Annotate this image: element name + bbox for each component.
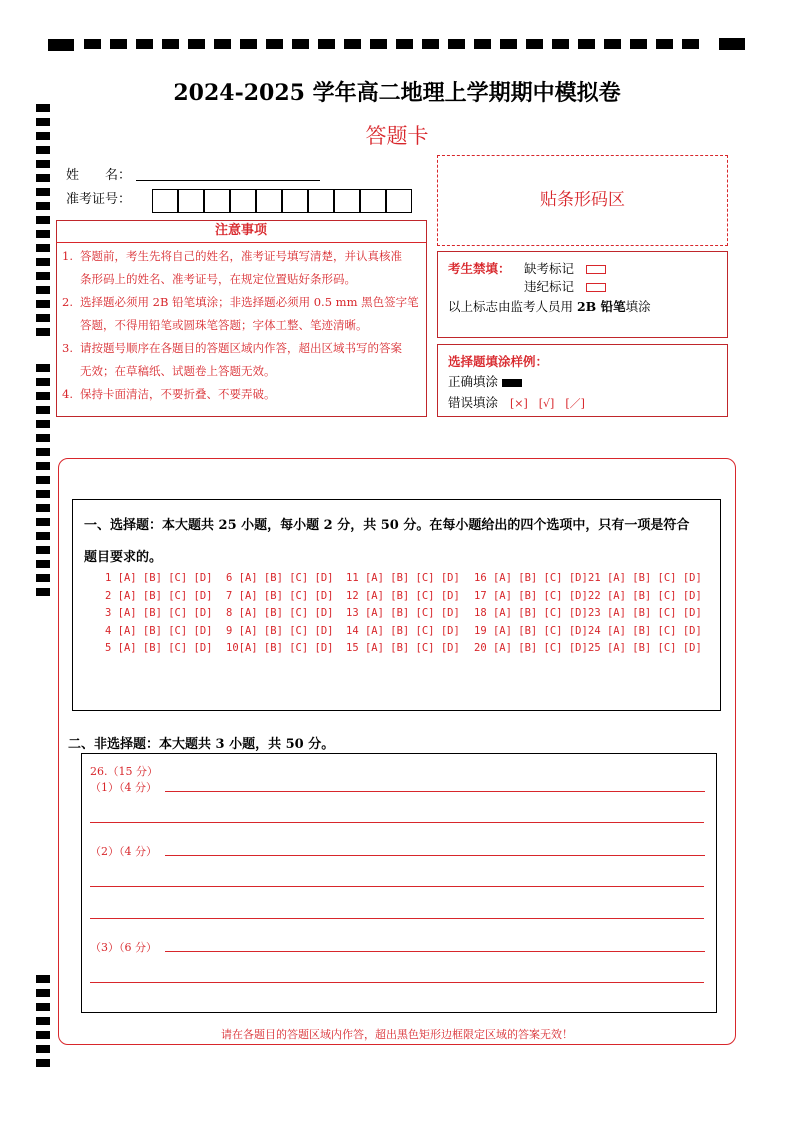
- forbidden-note: 以上标志由监考人员用 2B 铅笔填涂: [448, 299, 651, 314]
- choice-row[interactable]: 21 [A] [B] [C] [D]: [588, 572, 702, 584]
- violation-mark[interactable]: [586, 283, 606, 292]
- absent-mark[interactable]: [586, 265, 606, 274]
- part-1-label: （1）（4 分）: [90, 781, 157, 794]
- notice-item: 2. 选择题必须用 2B 铅笔填涂；非选择题必须用 0.5 mm 黑色签字笔: [62, 295, 419, 309]
- filled-mark-icon: [502, 379, 522, 387]
- name-label: 姓 名：: [66, 168, 132, 183]
- absent-label: 缺考标记: [524, 259, 606, 277]
- answer-line[interactable]: [165, 855, 705, 856]
- notice-item-cont: 无效；在草稿纸、试题卷上答题无效。: [80, 364, 276, 378]
- notice-list: [62, 245, 422, 406]
- notice-title: 注意事项: [56, 220, 426, 243]
- answer-line[interactable]: [90, 822, 704, 823]
- choice-row[interactable]: 15 [A] [B] [C] [D]: [346, 642, 460, 654]
- footer-warning: 请在各题目的答题区域内作答，超出黑色矩形边框限定区域的答案无效！: [221, 1028, 573, 1041]
- choice-row[interactable]: 23 [A] [B] [C] [D]: [588, 607, 702, 619]
- choice-row[interactable]: 6 [A] [B] [C] [D]: [226, 572, 334, 584]
- choice-row[interactable]: 22 [A] [B] [C] [D]: [588, 589, 702, 602]
- choice-row[interactable]: 5 [A] [B] [C] [D]: [105, 642, 213, 654]
- choice-row[interactable]: 11 [A] [B] [C] [D]: [346, 572, 460, 584]
- page-subtitle: 答题卡: [365, 124, 429, 148]
- exam-id-label: 准考证号：: [66, 192, 132, 207]
- forbidden-label: 考生禁填：: [448, 261, 511, 276]
- choice-row[interactable]: 13 [A] [B] [C] [D]: [346, 607, 460, 619]
- part-2-label: （2）（4 分）: [90, 845, 157, 858]
- violation-label: 违纪标记: [524, 277, 606, 295]
- notice-item: 1. 答题前，考生先将自己的姓名，准考证号填写清楚，并认真核准: [62, 249, 402, 263]
- choice-row[interactable]: 2 [A] [B] [C] [D]: [105, 589, 213, 602]
- choice-row[interactable]: 17 [A] [B] [C] [D]: [474, 589, 588, 602]
- choice-row[interactable]: 4 [A] [B] [C] [D]: [105, 624, 213, 637]
- page-title: 2024-2025 学年高二地理上学期期中模拟卷: [173, 80, 621, 106]
- choice-row[interactable]: 12 [A] [B] [C] [D]: [346, 589, 460, 602]
- answer-line[interactable]: [165, 791, 705, 792]
- fill-sample-title: 选择题填涂样例：: [448, 354, 549, 369]
- choice-row[interactable]: 25 [A] [B] [C] [D]: [588, 642, 702, 654]
- choice-row[interactable]: 18 [A] [B] [C] [D]: [474, 607, 588, 619]
- choice-row[interactable]: 7 [A] [B] [C] [D]: [226, 589, 334, 602]
- choice-row[interactable]: 8 [A] [B] [C] [D]: [226, 607, 334, 619]
- choice-row[interactable]: 3 [A] [B] [C] [D]: [105, 607, 213, 619]
- notice-item-cont: 条形码上的姓名、准考证号，在规定位置贴好条形码。: [80, 272, 356, 286]
- question-26-label: 26.（15 分）: [90, 765, 158, 778]
- notice-item-cont: 答题，不得用铅笔或圆珠笔答题；字体工整、笔迹清晰。: [80, 318, 368, 332]
- choice-row[interactable]: 16 [A] [B] [C] [D]: [474, 572, 588, 584]
- correct-fill: 正确填涂: [448, 372, 522, 390]
- choice-row[interactable]: 1 [A] [B] [C] [D]: [105, 572, 213, 584]
- choice-row[interactable]: 24 [A] [B] [C] [D]: [588, 624, 702, 637]
- choice-row[interactable]: 10[A] [B] [C] [D]: [226, 642, 334, 654]
- choice-row[interactable]: 9 [A] [B] [C] [D]: [226, 624, 334, 637]
- answer-line[interactable]: [90, 886, 704, 887]
- non-choice-heading: 二、非选择题：本大题共 3 小题，共 50 分。: [68, 737, 335, 752]
- answer-line[interactable]: [165, 951, 705, 952]
- wrong-fill: 错误填涂 [×] [√] [／]: [448, 395, 585, 410]
- barcode-area: 贴条形码区: [437, 155, 728, 246]
- non-choice-box: [81, 753, 717, 1013]
- choice-row[interactable]: 14 [A] [B] [C] [D]: [346, 624, 460, 637]
- notice-item: 3. 请按题号顺序在各题目的答题区域内作答，超出区域书写的答案: [62, 341, 402, 355]
- choice-row[interactable]: 20 [A] [B] [C] [D]: [474, 642, 588, 654]
- answer-line[interactable]: [90, 918, 704, 919]
- answer-line[interactable]: [90, 982, 704, 983]
- part-3-label: （3）（6 分）: [90, 941, 157, 954]
- name-field[interactable]: [136, 180, 320, 181]
- choice-section-heading: 一、选择题：本大题共 25 小题，每小题 2 分，共 50 分。在每小题给出的四个选项中，只有一项是符合 题目要求的。: [84, 518, 690, 565]
- notice-item: 4. 保持卡面清洁，不要折叠、不要弄破。: [62, 387, 276, 401]
- choice-row[interactable]: 19 [A] [B] [C] [D]: [474, 624, 588, 637]
